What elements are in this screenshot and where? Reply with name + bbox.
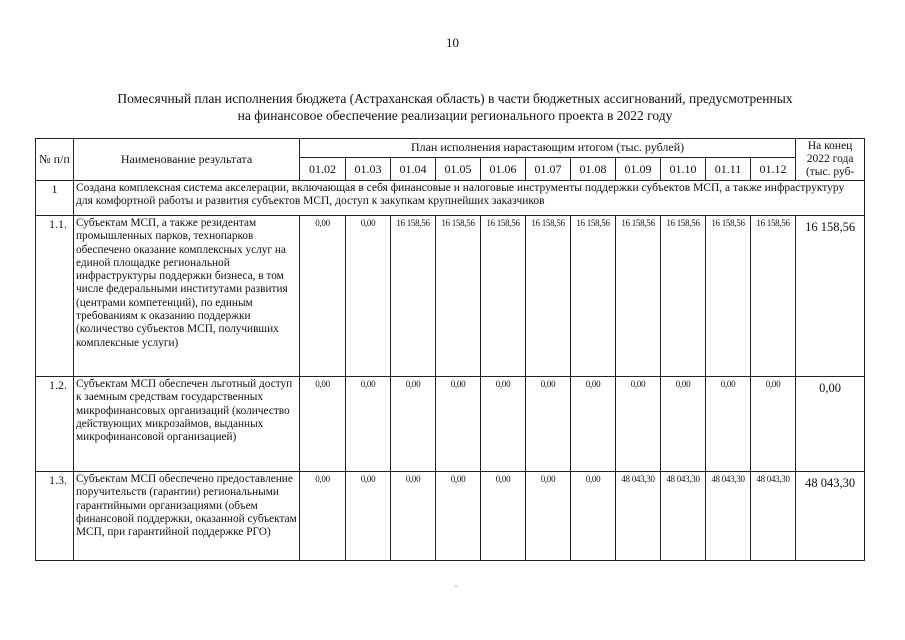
row-month-value: 0,00 (300, 472, 346, 561)
section-row (36, 181, 865, 216)
row-month-value: 16 158,56 (616, 216, 661, 377)
header-month: 01.11 (706, 158, 751, 181)
row-month-value: 0,00 (436, 472, 481, 561)
row-month-value: 16 158,56 (526, 216, 571, 377)
row-month-value: 0,00 (526, 472, 571, 561)
row-month-value: 48 043,30 (661, 472, 706, 561)
row-month-value: 0,00 (300, 216, 346, 377)
document-title (60, 90, 850, 124)
row-month-value: 0,00 (571, 472, 616, 561)
row-month-value: 48 043,30 (616, 472, 661, 561)
row-month-value: 0,00 (526, 377, 571, 472)
section-number: 1 (36, 181, 74, 216)
row-result-name: Субъектам МСП, а также резидентам промышленных парков, технопарков обеспечено оказание комплексных услуг на единой площадке региональной инфраструктуры поддержки бизнеса, в том числе федеральными институтами развития (центрами компетенций), по единым требованиям к оказанию поддержки (количество субъектов МСП, получивших комплексные услуги) (74, 216, 300, 377)
row-year-total: 48 043,30 (796, 472, 865, 561)
row-month-value: 0,00 (616, 377, 661, 472)
title-line-2: на финансовое обеспечение реализации регионального проекта в 2022 году (237, 108, 673, 123)
header-result-name: Наименование результата (74, 139, 300, 181)
row-month-value: 16 158,56 (751, 216, 796, 377)
row-month-value: 0,00 (706, 377, 751, 472)
row-month-value: 0,00 (346, 216, 391, 377)
row-month-value: 48 043,30 (751, 472, 796, 561)
table-row (36, 216, 865, 377)
row-month-value: 0,00 (436, 377, 481, 472)
row-month-value: 0,00 (391, 377, 436, 472)
row-month-value: 0,00 (661, 377, 706, 472)
row-month-value: 16 158,56 (436, 216, 481, 377)
title-line-1: Помесячный план исполнения бюджета (Астраханская область) в части бюджетных ассигнований, предусмотренных (117, 91, 793, 106)
header-month: 01.04 (391, 158, 436, 181)
header-year-end: На конец 2022 года (тыс. руб- (796, 139, 865, 181)
row-month-value: 16 158,56 (571, 216, 616, 377)
row-month-value: 16 158,56 (661, 216, 706, 377)
header-number: № п/п (36, 139, 74, 181)
header-month: 01.02 (300, 158, 346, 181)
row-number: 1.1. (36, 216, 74, 377)
header-month: 01.07 (526, 158, 571, 181)
page-number: 10 (446, 35, 459, 50)
row-month-value: 16 158,56 (391, 216, 436, 377)
scan-mark (455, 586, 457, 587)
row-year-total: 0,00 (796, 377, 865, 472)
row-month-value: 0,00 (346, 472, 391, 561)
row-month-value: 0,00 (751, 377, 796, 472)
header-month: 01.08 (571, 158, 616, 181)
header-month: 01.10 (661, 158, 706, 181)
header-month: 01.03 (346, 158, 391, 181)
row-month-value: 0,00 (300, 377, 346, 472)
row-month-value: 0,00 (571, 377, 616, 472)
row-result-name: Субъектам МСП обеспечен льготный доступ к заемным средствам государственных микрофинансовых организаций (количество действующих микрозаймов, выданных микрофинансовой организацией) (74, 377, 300, 472)
row-month-value: 0,00 (481, 377, 526, 472)
row-number: 1.2. (36, 377, 74, 472)
row-month-value: 0,00 (391, 472, 436, 561)
table-row (36, 472, 865, 561)
table-row (36, 377, 865, 472)
row-month-value: 16 158,56 (481, 216, 526, 377)
header-month: 01.05 (436, 158, 481, 181)
header-plan: План исполнения нарастающим итогом (тыс. рублей) (300, 139, 796, 158)
header-month: 01.09 (616, 158, 661, 181)
row-month-value: 16 158,56 (706, 216, 751, 377)
row-month-value: 48 043,30 (706, 472, 751, 561)
row-month-value: 0,00 (481, 472, 526, 561)
row-month-value: 0,00 (346, 377, 391, 472)
budget-plan-table (35, 138, 865, 561)
header-month: 01.06 (481, 158, 526, 181)
row-result-name: Субъектам МСП обеспечено предоставление поручительств (гарантии) региональными гарантийными организациями (объем финансовой поддержки, оказанной субъектам МСП, при гарантийной поддержке РГО) (74, 472, 300, 561)
row-number: 1.3. (36, 472, 74, 561)
section-text: Создана комплексная система акселерации, включающая в себя финансовые и налоговые инструменты поддержки субъектов МСП, а также инфраструктуру для комфортной работы и развития субъектов МСП, доступ к закупкам крупнейших заказчиков (74, 181, 865, 216)
row-year-total: 16 158,56 (796, 216, 865, 377)
header-month: 01.12 (751, 158, 796, 181)
